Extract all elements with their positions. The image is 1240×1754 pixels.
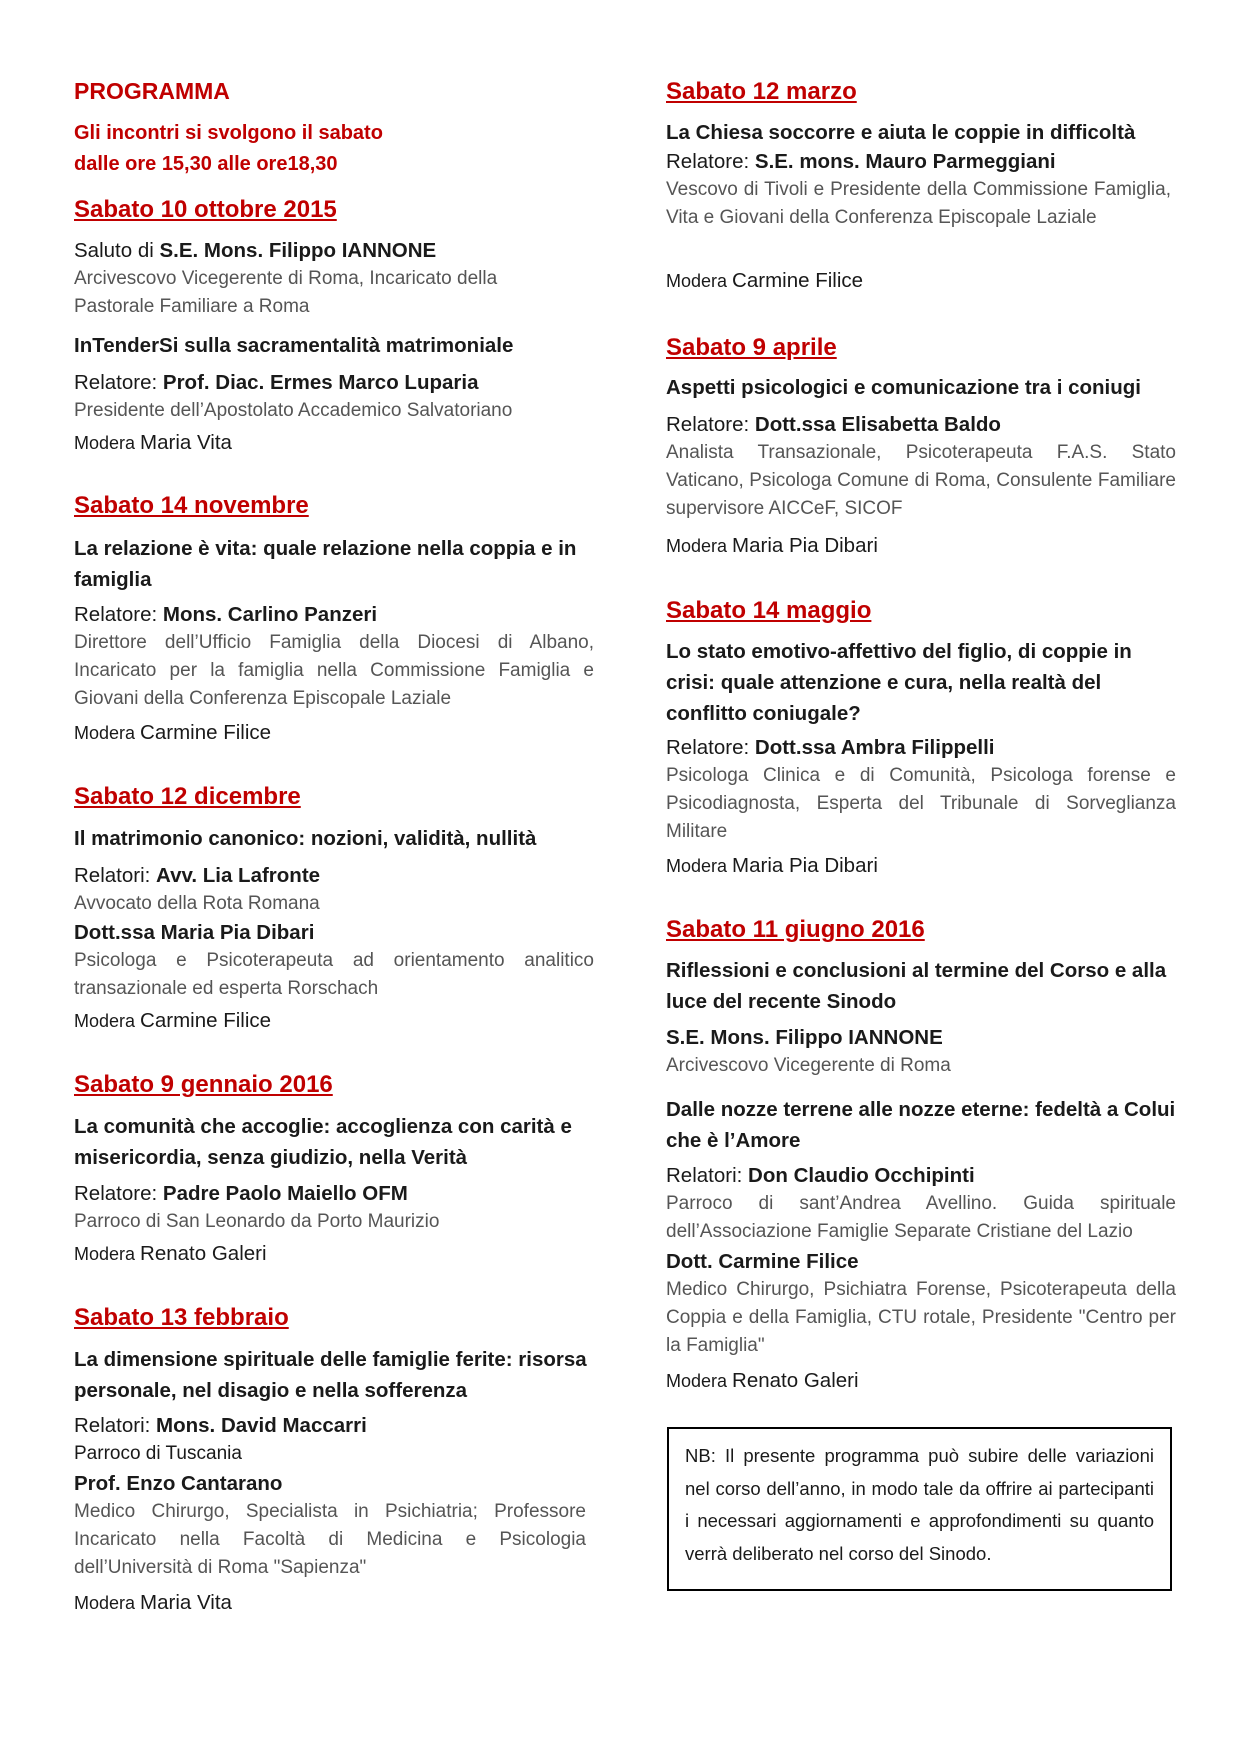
session-date: Sabato 13 febbraio: [74, 1304, 289, 1331]
program-schedule: [74, 118, 554, 180]
session-date: Sabato 14 maggio: [666, 597, 872, 624]
speaker-2: [74, 919, 314, 947]
speaker-name: Don Claudio Occhipinti: [748, 1164, 975, 1187]
note-text: NB: Il presente programma può subire delle variazioni nel corso dell’anno, in modo tale da offrire ai partecipanti i necessari aggiornamenti e approfondimenti su quanto verrà deliberato nel corso del Sinodo.: [685, 1445, 1154, 1564]
greeting-desc: Arcivescovo Vicegerente di Roma, Incaricato della Pastorale Familiare a Roma: [74, 268, 498, 317]
moderator: [74, 1240, 267, 1268]
note-box: [667, 1427, 1172, 1591]
speaker-desc: Vescovo di Tivoli e Presidente della Commissione Famiglia, Vita e Giovani della Conferenza Episcopale Laziale: [666, 179, 1171, 228]
speaker-name: Mons. Carlino Panzeri: [162, 603, 378, 626]
moderator-label: Modera: [666, 271, 733, 291]
speaker-desc: Parroco di sant’Andrea Avellino. Guida spirituale dell’Associazione Famiglie Separate Cristiane del Lazio: [666, 1193, 1176, 1242]
speaker-name: Dott.ssa Elisabetta Baldo: [754, 413, 1001, 436]
session-date: Sabato 12 marzo: [666, 78, 857, 105]
speaker-2: [74, 1470, 282, 1498]
speaker-label: Relatore:: [666, 413, 755, 436]
speaker-2-name: Dott.ssa Maria Pia Dibari: [74, 921, 315, 944]
speaker-desc: Presidente dell’Apostolato Accademico Salvatoriano: [74, 400, 513, 421]
moderator: [666, 852, 878, 880]
moderator-name: Maria Vita: [140, 1591, 232, 1614]
speaker-name: Dott.ssa Ambra Filippelli: [754, 736, 995, 759]
schedule-line-2: dalle ore 15,30 alle ore18,30: [74, 153, 338, 175]
speaker-desc: Parroco di San Leonardo da Porto Maurizio: [74, 1211, 440, 1232]
speaker-desc: Psicologa Clinica e di Comunità, Psicologa forense e Psicodiagnosta, Esperta del Tribunale di Sorveglianza Militare: [666, 765, 1176, 842]
greeting-name: S.E. Mons. Filippo IANNONE: [666, 1026, 943, 1049]
greeting: [666, 1024, 943, 1052]
session-date: Sabato 9 gennaio 2016: [74, 1071, 333, 1098]
session-theme: Lo stato emotivo-affettivo del figlio, di coppie in crisi: quale attenzione e cura, nella realtà del conflitto coniugale?: [666, 640, 1132, 725]
moderator: [666, 1367, 859, 1395]
session-date: Sabato 9 aprile: [666, 334, 837, 361]
speaker-2-name: Prof. Enzo Cantarano: [74, 1472, 283, 1495]
session-theme: La comunità che accoglie: accoglienza con carità e misericordia, senza giudizio, nella Verità: [74, 1115, 572, 1169]
moderator-label: Modera: [74, 1011, 141, 1031]
session-theme: Aspetti psicologici e comunicazione tra i coniugi: [666, 376, 1141, 399]
speaker-2: [666, 1248, 859, 1276]
speaker-desc: Analista Transazionale, Psicoterapeuta F.A.S. Stato Vaticano, Psicologa Comune di Roma, Consulente Familiare supervisore AICCeF, SICOF: [666, 442, 1176, 519]
speaker: [666, 1162, 975, 1190]
speaker-name: S.E. mons. Mauro Parmeggiani: [754, 150, 1056, 173]
speaker-2-desc: Psicologa e Psicoterapeuta ad orientamento analitico transazionale ed esperta Rorschach: [74, 950, 594, 999]
speaker-desc: Direttore dell’Ufficio Famiglia della Diocesi di Albano, Incaricato per la famiglia nella Commissione Famiglia e Giovani della Conferenza Episcopale Laziale: [74, 632, 594, 709]
moderator-name: Maria Pia Dibari: [732, 854, 878, 877]
session-theme: La dimensione spirituale delle famiglie ferite: risorsa personale, nel disagio e nella sofferenza: [74, 1348, 587, 1402]
session-theme-2: Dalle nozze terrene alle nozze eterne: fedeltà a Colui che è l’Amore: [666, 1098, 1176, 1152]
greeting: [74, 237, 436, 265]
speaker: [666, 734, 994, 762]
moderator: [666, 267, 863, 295]
moderator-label: Modera: [74, 433, 141, 453]
moderator: [74, 719, 271, 747]
session-theme: Riflessioni e conclusioni al termine del Corso e alla luce del recente Sinodo: [666, 959, 1167, 1013]
session-theme: InTenderSi sulla sacramentalità matrimoniale: [74, 334, 514, 357]
session-date: Sabato 10 ottobre 2015: [74, 196, 337, 223]
speaker-label: Relatore:: [74, 603, 163, 626]
moderator-label: Modera: [666, 856, 733, 876]
session-date: Sabato 14 novembre: [74, 492, 309, 519]
moderator-name: Carmine Filice: [732, 269, 864, 292]
speaker-desc: Avvocato della Rota Romana: [74, 893, 320, 914]
speaker-name: Prof. Diac. Ermes Marco Luparia: [162, 371, 479, 394]
moderator-label: Modera: [74, 723, 141, 743]
moderator: [74, 429, 232, 457]
greeting-name: S.E. Mons. Filippo IANNONE: [159, 239, 437, 262]
speaker: [74, 601, 377, 629]
speaker-name: Avv. Lia Lafronte: [156, 864, 321, 887]
moderator-name: Carmine Filice: [140, 1009, 272, 1032]
speaker-2-name: Dott. Carmine Filice: [666, 1250, 859, 1273]
speaker-2-desc: Medico Chirurgo, Psichiatra Forense, Psicoterapeuta della Coppia e della Famiglia, CTU rotale, Presidente "Centro per la Famiglia": [666, 1279, 1176, 1356]
moderator-name: Maria Vita: [140, 431, 232, 454]
speaker-name: Padre Paolo Maiello OFM: [162, 1182, 408, 1205]
speaker-label: Relatori:: [666, 1164, 749, 1187]
moderator-name: Renato Galeri: [140, 1242, 267, 1265]
program-title: PROGRAMMA: [74, 78, 230, 104]
session-theme: La Chiesa soccorre e aiuta le coppie in difficoltà: [666, 121, 1136, 144]
moderator-label: Modera: [666, 536, 733, 556]
speaker-name: Mons. David Maccarri: [156, 1414, 367, 1437]
session-date: Sabato 12 dicembre: [74, 783, 301, 810]
session-theme: Il matrimonio canonico: nozioni, validità, nullità: [74, 827, 537, 850]
speaker-2-desc: Medico Chirurgo, Specialista in Psichiatria; Professore Incaricato nella Facoltà di Medicina e Psicologia dell’Università di Roma "Sapienza": [74, 1501, 586, 1578]
greeting-desc: Arcivescovo Vicegerente di Roma: [666, 1055, 951, 1076]
speaker-desc: Parroco di Tuscania: [74, 1443, 242, 1464]
speaker-label: Relatore:: [74, 371, 163, 394]
speaker: [74, 1412, 367, 1440]
moderator-name: Maria Pia Dibari: [732, 534, 878, 557]
moderator-name: Renato Galeri: [732, 1369, 859, 1392]
moderator-name: Carmine Filice: [140, 721, 272, 744]
moderator: [666, 532, 878, 560]
speaker-label: Relatori:: [74, 864, 157, 887]
speaker-label: Relatori:: [74, 1414, 157, 1437]
speaker: [74, 862, 320, 890]
moderator-label: Modera: [74, 1244, 141, 1264]
speaker-label: Relatore:: [666, 736, 755, 759]
speaker: [666, 148, 1056, 176]
session-theme: La relazione è vita: quale relazione nella coppia e in famiglia: [74, 537, 577, 591]
speaker: [666, 411, 1001, 439]
moderator: [74, 1589, 232, 1617]
speaker: [74, 1180, 408, 1208]
speaker-label: Relatore:: [666, 150, 755, 173]
session-date: Sabato 11 giugno 2016: [666, 916, 925, 943]
speaker-label: Relatore:: [74, 1182, 163, 1205]
moderator-label: Modera: [666, 1371, 733, 1391]
greeting-prefix: Saluto di: [74, 239, 160, 262]
schedule-line-1: Gli incontri si svolgono il sabato: [74, 122, 383, 144]
moderator: [74, 1007, 271, 1035]
speaker: [74, 369, 478, 397]
moderator-label: Modera: [74, 1593, 141, 1613]
